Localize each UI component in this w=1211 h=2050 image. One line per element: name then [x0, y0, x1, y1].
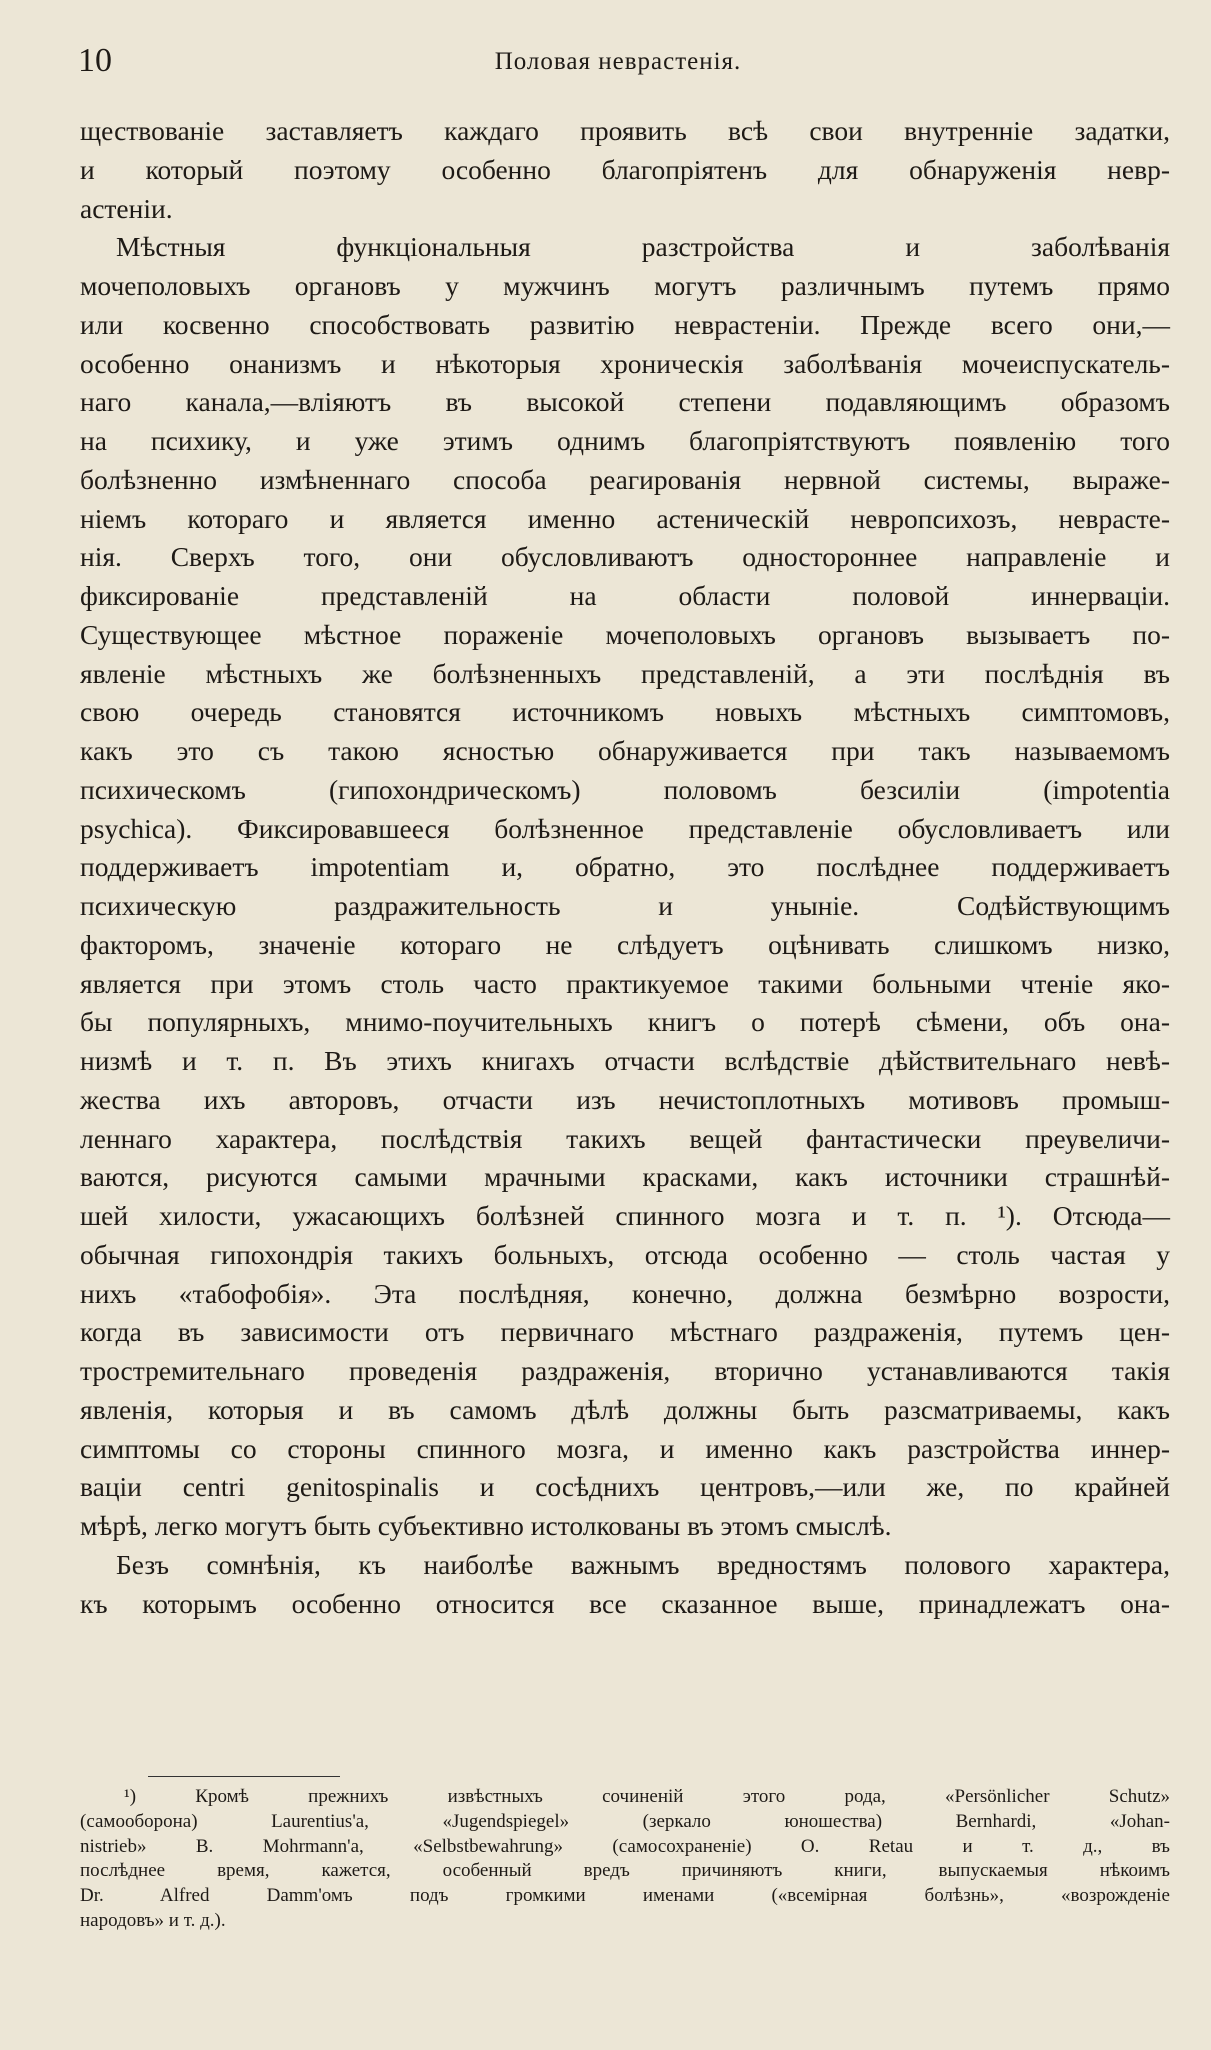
running-title: Половая неврастенія. — [494, 48, 742, 75]
text-line: явленіе мѣстныхъ же болѣзненныхъ представленій, а эти послѣднія въ — [80, 657, 1170, 689]
text-line: Существующее мѣстное пораженіе мочеполовыхъ органовъ вызываетъ по- — [80, 618, 1170, 650]
text-line: ваціи centri genitospinalis и сосѣднихъ центровъ,—или же, по крайней — [80, 1471, 1170, 1503]
text-line: леннаго характера, послѣдствія такихъ вещей фантастически преувеличи- — [80, 1122, 1170, 1154]
text-line: шей хилости, ужасающихъ болѣзней спинного мозга и т. п. ¹). Отсюда— — [80, 1200, 1170, 1231]
text-line: мѣрѣ, легко могутъ быть субъективно истолкованы въ этомъ смыслѣ. — [80, 1510, 892, 1541]
text-line: явленія, которыя и въ самомъ дѣлѣ должны быть разсматриваемы, какъ — [80, 1393, 1170, 1425]
footnote-line: послѣднее время, кажется, особенный вредъ причиняютъ книги, выпускаемыя нѣкоимъ — [80, 1860, 1170, 1882]
text-line: или косвенно способствовать развитію неврастеніи. Прежде всего они,— — [80, 308, 1170, 340]
text-line: когда въ зависимости отъ первичнаго мѣстнаго раздраженія, путемъ цен- — [80, 1316, 1170, 1348]
text-line: ществованіе заставляетъ каждаго проявить всѣ свои внутренніе задатки, — [80, 115, 1170, 146]
text-line: низмѣ и т. п. Въ этихъ книгахъ отчасти вслѣдствіе дѣйствительнаго невѣ- — [80, 1045, 1170, 1076]
text-line: psychica). Фиксировавшееся болѣзненное представленіе обусловливаетъ или — [80, 812, 1170, 844]
text-line: является при этомъ столь часто практикуемое такими больными чтеніе яко- — [80, 967, 1170, 999]
text-line: жества ихъ авторовъ, отчасти изъ нечистоплотныхъ мотивовъ промыш- — [80, 1083, 1170, 1115]
text-line: факторомъ, значеніе котораго не слѣдуетъ оцѣнивать слишкомъ низко, — [80, 928, 1170, 960]
text-line: поддерживаетъ impotentiam и, обратно, это послѣднее поддерживаетъ — [80, 851, 1170, 883]
text-line: на психику, и уже этимъ однимъ благопріятствуютъ появленію того — [80, 425, 1170, 456]
text-line: астеніи. — [80, 192, 173, 224]
text-line: наго канала,—вліяютъ въ высокой степени подавляющимъ образомъ — [80, 386, 1170, 418]
text-line: нія. Сверхъ того, они обусловливаютъ одностороннее направленіе и — [80, 541, 1170, 573]
text-line: нихъ «табофобія». Эта послѣдняя, конечно, должна безмѣрно возрости, — [80, 1277, 1170, 1309]
footnote — [80, 1785, 1170, 1934]
footnote-rule — [148, 1776, 340, 1777]
footnote-line: (самооборона) Laurentius'а, «Jugendspiegel» (зеркало юношества) Bernhardi, «Johan- — [80, 1810, 1170, 1832]
page-number: 10 — [78, 42, 112, 79]
text-line: къ которымъ особенно относится все сказанное выше, принадлежатъ она- — [80, 1587, 1170, 1619]
text-line: обычная гипохондрія такихъ больныхъ, отсюда особенно — столь частая у — [80, 1238, 1170, 1270]
text-line: бы популярныхъ, мнимо-поучительныхъ книгъ о потерѣ сѣмени, объ она- — [80, 1006, 1170, 1038]
text-line: какъ это съ такою ясностью обнаруживается при такъ называемомъ — [80, 735, 1170, 766]
text-line: Мѣстныя функціональныя разстройства и заболѣванія — [116, 231, 1170, 263]
text-line: ніемъ котораго и является именно астеническій невропсихозъ, неврасте- — [80, 502, 1170, 534]
text-line: психическомъ (гипохондрическомъ) половомъ безсиліи (impotentia — [80, 773, 1170, 805]
footnote-line: ¹) Кромѣ прежнихъ извѣстныхъ сочиненій этого рода, «Persönlicher Schutz» — [124, 1786, 1170, 1807]
text-line: свою очередь становятся источникомъ новыхъ мѣстныхъ симптомовъ, — [80, 696, 1170, 728]
text-line: и который поэтому особенно благопріятенъ для обнаруженія невр- — [80, 153, 1170, 185]
text-line: психическую раздражительность и уныніе. Содѣйствующимъ — [80, 890, 1170, 921]
text-line: особенно онанизмъ и нѣкоторыя хроническія заболѣванія мочеиспускатель- — [80, 347, 1170, 379]
footnote-line: Dr. Alfred Damm'омъ подъ громкими именами («всемірная болѣзнь», «возрожденіе — [80, 1885, 1170, 1906]
text-line: Безъ сомнѣнія, къ наиболѣе важнымъ вредностямъ полового характера, — [116, 1548, 1170, 1580]
text-line: болѣзненно измѣненнаго способа реагированія нервной системы, выраже- — [80, 463, 1170, 495]
footnote-line: nistrieb» В. Mohrmann'а, «Selbstbewahrung» (самосохраненіе) O. Retau и т. д., въ — [80, 1835, 1170, 1857]
footnote-line: народовъ» и т. д.). — [80, 1909, 226, 1931]
text-line: ваются, рисуются самыми мрачными красками, какъ источники страшнѣй- — [80, 1161, 1170, 1193]
text-line: тростремительнаго проведенія раздраженія, вторично устанавливаются такія — [80, 1355, 1170, 1386]
page-header — [78, 42, 1158, 82]
text-line: фиксированіе представленій на области половой иннерваціи. — [80, 580, 1170, 611]
text-line: мочеполовыхъ органовъ у мужчинъ могутъ различнымъ путемъ прямо — [80, 270, 1170, 301]
body-text — [80, 112, 1170, 1623]
text-line: симптомы со стороны спинного мозга, и именно какъ разстройства иннер- — [80, 1432, 1170, 1464]
